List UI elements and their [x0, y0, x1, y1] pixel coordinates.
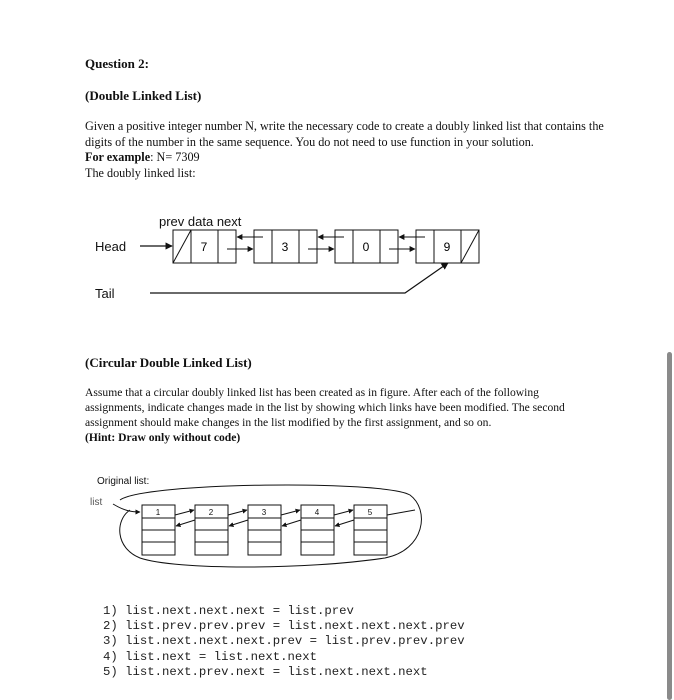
example-value: : N= 7309: [150, 150, 200, 164]
dll-node-value: 9: [443, 240, 451, 254]
tail-label: Tail: [95, 286, 115, 301]
head-label: Head: [95, 239, 127, 254]
circular-figure: [85, 470, 425, 585]
circular-nodes: [142, 505, 415, 555]
dll-node-value: 0: [362, 240, 370, 254]
circular-node-label: 1: [155, 508, 161, 517]
assignment-item: 1) list.next.next.next = list.prev: [103, 604, 354, 618]
circular-text: Assume that a circular doubly linked list has been created as in figure. After each of the following assignments, indicate changes made in the list by showing which links have been modified. The second assignment should make changes in the list modified by the first assignment, and so on.: [85, 386, 565, 429]
assignment-item: 3) list.next.next.next.prev = list.prev.prev.prev: [103, 634, 465, 649]
example-line: [85, 150, 605, 166]
dll-node: [173, 230, 236, 263]
assignment-list: [103, 604, 465, 680]
tail-arrow: [150, 263, 448, 293]
circular-node-label: 3: [261, 508, 267, 517]
dll-node: [335, 230, 398, 263]
dll-links: [227, 237, 425, 249]
original-list-title: Original list:: [97, 476, 150, 487]
dll-header: prev data next: [159, 214, 242, 229]
dll-caption: The doubly linked list:: [85, 165, 196, 180]
dll-figure: [80, 205, 500, 315]
assignment-item: 2) list.prev.prev.prev = list.next.next.next.prev: [103, 619, 465, 634]
circular-node-label: 2: [208, 508, 214, 517]
assignment-item: 4) list.next = list.next.next: [103, 649, 318, 664]
example-label: For example: [85, 150, 151, 164]
dll-node-value: 7: [200, 240, 208, 254]
circular-heading: (Circular Double Linked List): [85, 355, 252, 370]
circular-node-label: 5: [367, 508, 373, 517]
dll-text: Given a positive integer number N, write the necessary code to create a doubly linked list that contains the digits of the number in the same sequence. You do not need to use function in your solution.: [85, 119, 604, 149]
scrollbar[interactable]: [667, 352, 672, 700]
hint-text: (Hint: Draw only without code): [85, 431, 241, 444]
assignment-item: 5) list.next.prev.next = list.next.next.next: [103, 664, 428, 679]
dll-node: [254, 230, 317, 263]
list-label: list: [90, 497, 103, 508]
circular-description: [85, 385, 585, 445]
question-title: Question 2:: [85, 56, 149, 71]
dll-heading: (Double Linked List): [85, 88, 202, 103]
dll-node: [416, 230, 479, 263]
dll-description: [85, 119, 605, 181]
circular-node-label: 4: [314, 508, 320, 517]
dll-node-value: 3: [281, 240, 289, 254]
